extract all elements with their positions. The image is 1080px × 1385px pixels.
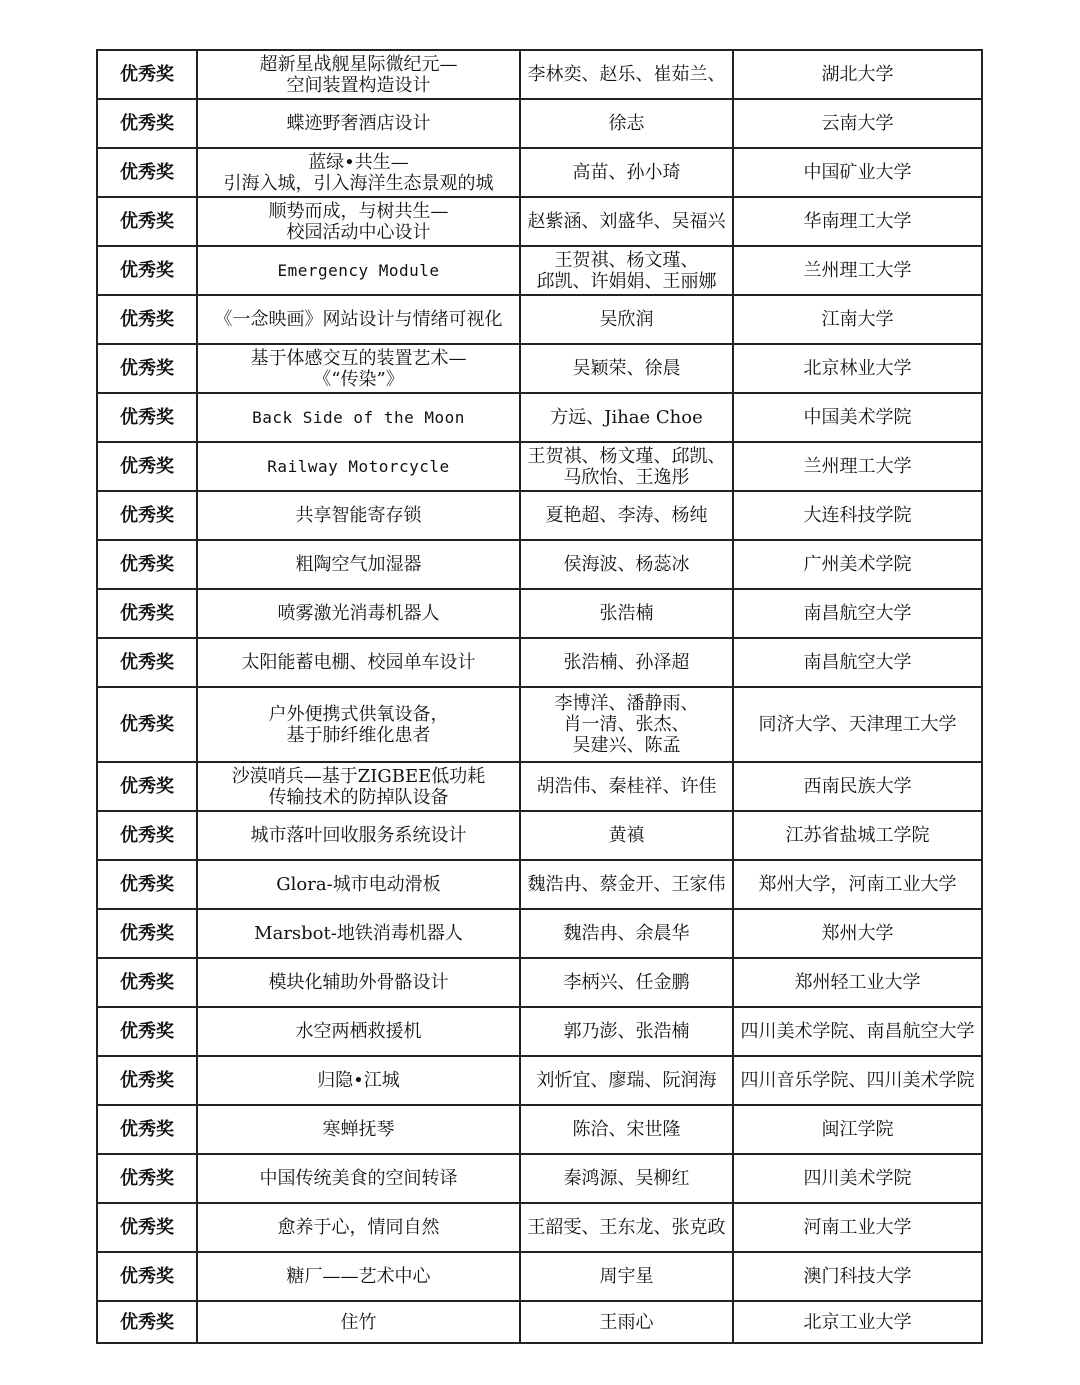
authors-line: 黄禛 — [608, 825, 645, 846]
work-title-cell — [197, 958, 520, 1007]
table-row — [97, 1154, 982, 1203]
school-cell: 河南工业大学 — [733, 1203, 982, 1252]
work-title-cell — [197, 442, 520, 491]
award-level-cell: 优秀奖 — [97, 491, 197, 540]
work-title-line: 空间装置构造设计 — [286, 74, 431, 96]
award-level-cell: 优秀奖 — [97, 811, 197, 860]
authors-cell — [520, 491, 733, 540]
work-title-line: 蝶迹野奢酒店设计 — [286, 113, 431, 134]
work-title-cell — [197, 1301, 520, 1343]
table-row — [97, 491, 982, 540]
work-title-cell — [197, 638, 520, 687]
work-title-line: 住竹 — [340, 1311, 377, 1333]
work-title-cell — [197, 197, 520, 246]
work-title-line: 太阳能蓄电棚、校园单车设计 — [241, 652, 476, 673]
authors-line: 张浩楠 — [599, 603, 654, 624]
authors-cell — [520, 1007, 733, 1056]
work-title-cell — [197, 246, 520, 295]
work-title-cell — [197, 589, 520, 638]
work-title-line: Railway Motorcycle — [267, 457, 450, 476]
work-title-line: 沙漠哨兵—基于ZIGBEE低功耗 — [231, 765, 486, 787]
table-row — [97, 1301, 982, 1343]
authors-cell — [520, 148, 733, 197]
authors-cell — [520, 638, 733, 687]
school-cell: 中国美术学院 — [733, 393, 982, 442]
work-title-line: 模块化辅助外骨骼设计 — [268, 972, 449, 993]
authors-line: 徐志 — [608, 113, 645, 134]
school-cell: 郑州轻工业大学 — [733, 958, 982, 1007]
work-title-line: Glora-城市电动滑板 — [276, 874, 441, 895]
work-title-cell — [197, 491, 520, 540]
award-level-cell: 优秀奖 — [97, 762, 197, 811]
award-level-cell: 优秀奖 — [97, 589, 197, 638]
work-title-line: 归隐•江城 — [317, 1070, 400, 1091]
authors-line: 赵紫涵、刘盛华、吴福兴 — [527, 211, 726, 232]
work-title-line: 水空两栖救援机 — [295, 1021, 422, 1042]
award-level-cell: 优秀奖 — [97, 1007, 197, 1056]
work-title-line: 《一念映画》网站设计与情绪可视化 — [214, 309, 503, 330]
work-title-cell — [197, 909, 520, 958]
work-title-line: 户外便携式供氧设备， — [268, 703, 449, 725]
work-title-line: 愈养于心，情同自然 — [277, 1217, 440, 1238]
authors-cell — [520, 99, 733, 148]
work-title-cell — [197, 1056, 520, 1105]
authors-cell — [520, 442, 733, 491]
authors-line: 方远、Jihae Choe — [550, 407, 703, 428]
authors-line: 刘忻宜、廖瑞、阮润海 — [536, 1070, 717, 1091]
work-title-cell — [197, 393, 520, 442]
school-cell: 南昌航空大学 — [733, 589, 982, 638]
work-title-line: 蓝绿•共生— — [308, 151, 409, 173]
school-cell: 兰州理工大学 — [733, 246, 982, 295]
award-level-cell: 优秀奖 — [97, 50, 197, 99]
authors-line: 邱凯、许娟娟、王丽娜 — [536, 270, 717, 292]
award-level-cell: 优秀奖 — [97, 860, 197, 909]
table-row — [97, 1252, 982, 1301]
work-title-cell — [197, 1203, 520, 1252]
table-row — [97, 1105, 982, 1154]
school-cell: 郑州大学，河南工业大学 — [733, 860, 982, 909]
authors-cell — [520, 344, 733, 393]
table-row — [97, 638, 982, 687]
authors-cell — [520, 1154, 733, 1203]
work-title-cell — [197, 687, 520, 762]
table-row — [97, 1056, 982, 1105]
authors-line: 王贺祺、杨文瑾、邱凯、 — [527, 445, 726, 467]
work-title-cell — [197, 1007, 520, 1056]
award-level-cell: 优秀奖 — [97, 1056, 197, 1105]
authors-line: 李柄兴、任金鹏 — [563, 972, 690, 993]
award-level-cell: 优秀奖 — [97, 1105, 197, 1154]
authors-line: 李博洋、潘静雨、 — [554, 693, 699, 714]
award-level-cell: 优秀奖 — [97, 1252, 197, 1301]
authors-line: 陈洽、宋世隆 — [572, 1119, 681, 1140]
authors-cell — [520, 1301, 733, 1343]
work-title-line: Emergency Module — [277, 261, 440, 280]
work-title-line: 共享智能寄存锁 — [295, 505, 422, 526]
authors-line: 高苗、孙小琦 — [572, 162, 681, 183]
award-level-cell: 优秀奖 — [97, 344, 197, 393]
table-row — [97, 958, 982, 1007]
authors-line: 胡浩伟、秦桂祥、许佳 — [536, 776, 717, 797]
work-title-line: 传输技术的防掉队设备 — [268, 786, 449, 808]
work-title-line: 基于肺纤维化患者 — [286, 724, 431, 746]
work-title-line: 超新星战舰星际微纪元— — [259, 53, 458, 75]
authors-line: 肖一清、张杰、 — [563, 714, 690, 735]
school-cell: 西南民族大学 — [733, 762, 982, 811]
authors-line: 吴欣润 — [599, 309, 654, 330]
school-cell: 四川美术学院 — [733, 1154, 982, 1203]
school-cell: 大连科技学院 — [733, 491, 982, 540]
award-level-cell: 优秀奖 — [97, 1301, 197, 1343]
authors-cell — [520, 762, 733, 811]
awards-table-body — [97, 50, 982, 1343]
authors-cell — [520, 1105, 733, 1154]
work-title-cell — [197, 1252, 520, 1301]
work-title-cell — [197, 860, 520, 909]
school-cell: 广州美术学院 — [733, 540, 982, 589]
school-cell: 中国矿业大学 — [733, 148, 982, 197]
table-row — [97, 344, 982, 393]
table-row — [97, 442, 982, 491]
award-level-cell: 优秀奖 — [97, 958, 197, 1007]
school-cell: 闽江学院 — [733, 1105, 982, 1154]
school-cell: 云南大学 — [733, 99, 982, 148]
award-level-cell: 优秀奖 — [97, 638, 197, 687]
authors-line: 张浩楠、孙泽超 — [563, 652, 690, 673]
work-title-line: Back Side of the Moon — [252, 408, 465, 427]
authors-cell — [520, 1056, 733, 1105]
authors-cell — [520, 811, 733, 860]
work-title-line: 基于体感交互的装置艺术— — [250, 347, 467, 369]
work-title-cell — [197, 344, 520, 393]
award-level-cell: 优秀奖 — [97, 540, 197, 589]
authors-cell — [520, 1252, 733, 1301]
school-cell: 北京林业大学 — [733, 344, 982, 393]
authors-cell — [520, 197, 733, 246]
award-level-cell: 优秀奖 — [97, 687, 197, 762]
awards-table — [96, 49, 983, 1344]
table-row — [97, 50, 982, 99]
authors-line: 王韶雯、王东龙、张克政 — [527, 1217, 726, 1238]
award-level-cell: 优秀奖 — [97, 442, 197, 491]
work-title-line: 糖厂——艺术中心 — [286, 1266, 431, 1287]
authors-line: 侯海波、杨蕊冰 — [563, 554, 690, 575]
work-title-line: 寒蝉抚琴 — [322, 1119, 395, 1140]
table-row — [97, 811, 982, 860]
work-title-line: 《“传染”》 — [313, 368, 404, 390]
authors-line: 王贺祺、杨文瑾、 — [554, 249, 699, 271]
table-row — [97, 197, 982, 246]
award-level-cell: 优秀奖 — [97, 246, 197, 295]
work-title-line: 粗陶空气加湿器 — [295, 554, 422, 575]
work-title-cell — [197, 762, 520, 811]
authors-cell — [520, 958, 733, 1007]
table-row — [97, 295, 982, 344]
authors-cell — [520, 295, 733, 344]
school-cell: 华南理工大学 — [733, 197, 982, 246]
authors-line: 马欣怡、王逸彤 — [563, 466, 690, 488]
work-title-line: 中国传统美食的空间转译 — [259, 1168, 458, 1189]
authors-line: 魏浩冉、余晨华 — [563, 923, 690, 944]
table-row — [97, 909, 982, 958]
award-level-cell: 优秀奖 — [97, 148, 197, 197]
school-cell: 澳门科技大学 — [733, 1252, 982, 1301]
table-row — [97, 589, 982, 638]
work-title-cell — [197, 1105, 520, 1154]
work-title-line: 引海入城，引入海洋生态景观的城 — [223, 172, 494, 194]
authors-line: 夏艳超、李涛、杨纯 — [545, 505, 708, 526]
authors-cell — [520, 246, 733, 295]
school-cell: 四川音乐学院、四川美术学院 — [733, 1056, 982, 1105]
authors-line: 秦鸿源、吴柳红 — [563, 1168, 690, 1189]
award-level-cell: 优秀奖 — [97, 295, 197, 344]
award-level-cell: 优秀奖 — [97, 197, 197, 246]
school-cell: 湖北大学 — [733, 50, 982, 99]
award-level-cell: 优秀奖 — [97, 393, 197, 442]
school-cell: 南昌航空大学 — [733, 638, 982, 687]
award-level-cell: 优秀奖 — [97, 1203, 197, 1252]
school-cell: 郑州大学 — [733, 909, 982, 958]
table-row — [97, 860, 982, 909]
work-title-line: 喷雾激光消毒机器人 — [277, 603, 440, 624]
school-cell: 江苏省盐城工学院 — [733, 811, 982, 860]
authors-cell — [520, 50, 733, 99]
authors-line: 郭乃澎、张浩楠 — [563, 1021, 690, 1042]
school-cell: 四川美术学院、南昌航空大学 — [733, 1007, 982, 1056]
authors-cell — [520, 860, 733, 909]
work-title-line: Marsbot-地铁消毒机器人 — [254, 923, 463, 944]
school-cell: 北京工业大学 — [733, 1301, 982, 1343]
work-title-line: 城市落叶回收服务系统设计 — [250, 825, 467, 846]
work-title-cell — [197, 99, 520, 148]
work-title-cell — [197, 540, 520, 589]
table-row — [97, 246, 982, 295]
table-row — [97, 148, 982, 197]
table-row — [97, 1007, 982, 1056]
table-row — [97, 99, 982, 148]
work-title-cell — [197, 295, 520, 344]
table-row — [97, 687, 982, 762]
authors-line: 魏浩冉、蔡金开、王家伟 — [527, 874, 726, 895]
authors-cell — [520, 589, 733, 638]
work-title-line: 顺势而成，与树共生— — [268, 200, 449, 222]
authors-line: 吴颖荣、徐晨 — [572, 358, 681, 379]
table-row — [97, 393, 982, 442]
authors-cell — [520, 540, 733, 589]
table-row — [97, 762, 982, 811]
authors-cell — [520, 909, 733, 958]
work-title-cell — [197, 811, 520, 860]
award-level-cell: 优秀奖 — [97, 99, 197, 148]
authors-cell — [520, 393, 733, 442]
table-row — [97, 540, 982, 589]
school-cell: 江南大学 — [733, 295, 982, 344]
award-level-cell: 优秀奖 — [97, 909, 197, 958]
authors-cell — [520, 1203, 733, 1252]
work-title-cell — [197, 50, 520, 99]
authors-cell — [520, 687, 733, 762]
authors-line: 周宇星 — [599, 1266, 654, 1287]
table-row — [97, 1203, 982, 1252]
work-title-cell — [197, 1154, 520, 1203]
award-level-cell: 优秀奖 — [97, 1154, 197, 1203]
authors-line: 李林奕、赵乐、崔茹兰、 — [527, 64, 726, 85]
school-cell: 兰州理工大学 — [733, 442, 982, 491]
school-cell: 同济大学、天津理工大学 — [733, 687, 982, 762]
authors-line: 吴建兴、陈孟 — [572, 735, 681, 756]
work-title-line: 校园活动中心设计 — [286, 221, 431, 243]
authors-line: 王雨心 — [599, 1311, 654, 1333]
work-title-cell — [197, 148, 520, 197]
